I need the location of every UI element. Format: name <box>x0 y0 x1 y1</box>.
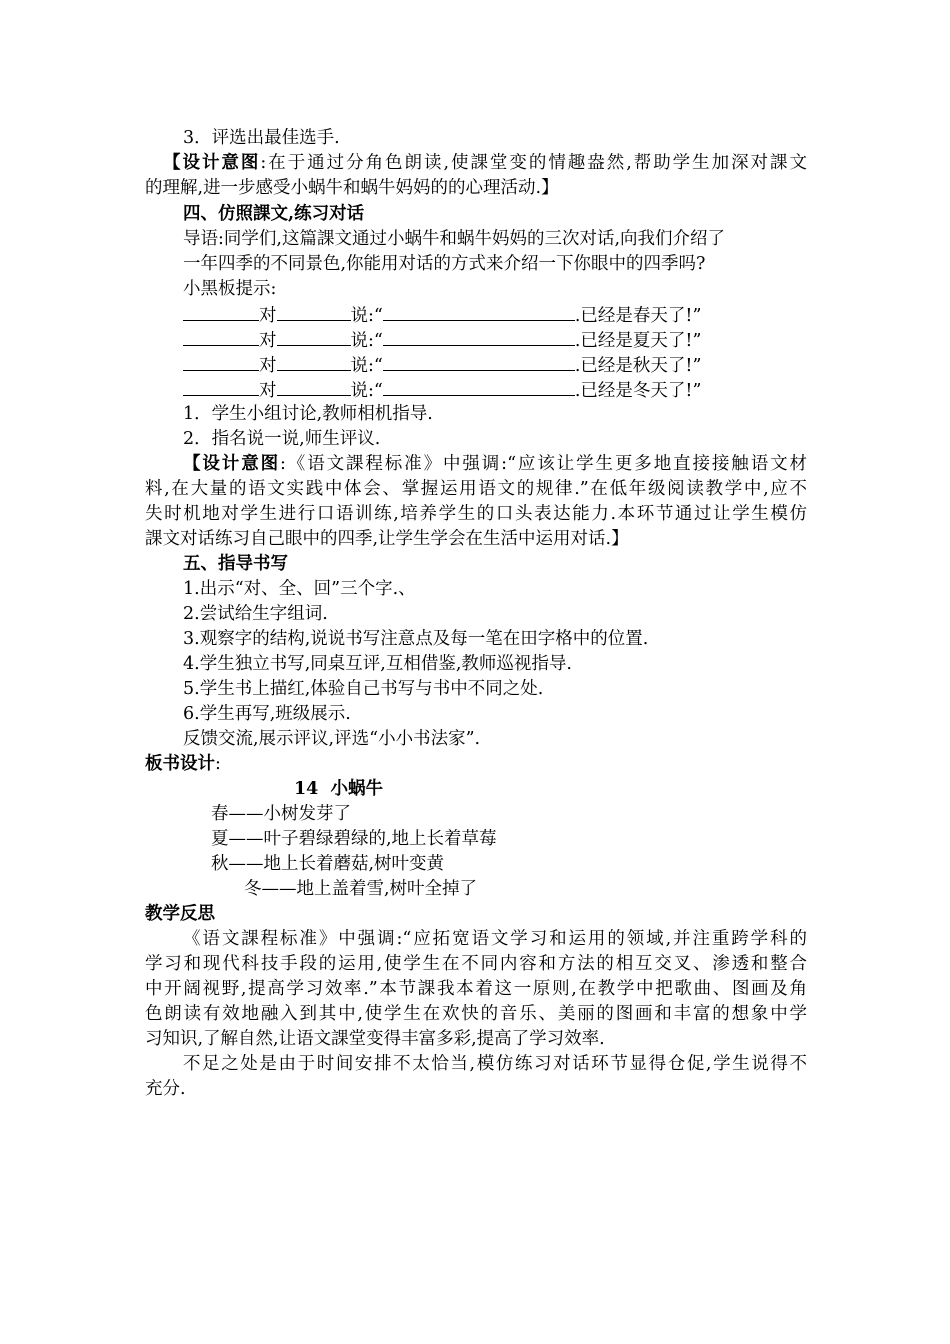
design-intent-line: 的理解,进一步感受小蜗牛和蜗牛妈妈的的心理活动.】 <box>145 178 559 198</box>
list-item: 2.尝试给生字组词. <box>183 604 328 624</box>
list-item: 1.出示“对、全、回”三个字.、 <box>183 579 416 599</box>
section-heading: 四、仿照課文,练习对话 <box>183 204 365 224</box>
reflection-line: 不足之处是由于时间安排不太恰当,模仿练习对话环节显得仓促,学生说得不 <box>183 1054 807 1074</box>
design-intent-label: 【设计意图 <box>163 153 261 173</box>
blank-field <box>383 327 575 346</box>
blank-field <box>383 377 575 396</box>
reflection-heading: 教学反思 <box>145 904 215 924</box>
design-intent-label: 【设计意图 <box>183 454 280 474</box>
list-item: 6.学生再写,班级展示. <box>183 704 351 724</box>
fill-line: 对 说:“ .已经是春天了!” <box>183 302 701 328</box>
design-intent-line: 課文对话练习自己眼中的四季,让学生学会在生活中运用对话.】 <box>145 529 629 549</box>
board-design-heading: 板书设计: <box>145 754 221 774</box>
design-intent-line: 料,在大量的语文实践中体会、掌握运用语文的规律.”在低年级阅读教学中,应不 <box>145 479 807 499</box>
list-item: 5.学生书上描红,体验自己书写与书中不同之处. <box>183 679 544 699</box>
board-title: 14 小蜗牛 <box>294 779 384 799</box>
reflection-line: 学习和现代科技手段的运用,使学生在不同内容和方法的相互交叉、渗透和整合 <box>145 954 807 974</box>
board-line: 冬——地上盖着雪,树叶全掉了 <box>244 879 478 899</box>
design-intent-line: 【设计意图:《语文課程标准》中强调:“应该让学生更多地直接接触语文材 <box>183 454 807 474</box>
blank-field <box>383 302 575 321</box>
intro-line: 一年四季的不同景色,你能用对话的方式来介绍一下你眼中的四季吗? <box>183 254 706 274</box>
fill-line: 对 说:“ .已经是秋天了!” <box>183 352 701 378</box>
board-line: 夏——叶子碧绿碧绿的,地上长着草莓 <box>211 829 497 849</box>
blank-field <box>183 302 259 321</box>
design-intent-line: 失时机地对学生进行口语训练,培养学生的口头表达能力.本环节通过让学生模仿 <box>145 504 807 524</box>
fill-line: 对 说:“ .已经是冬天了!” <box>183 377 701 403</box>
fill-line: 对 说:“ .已经是夏天了!” <box>183 327 701 353</box>
blank-field <box>183 352 259 371</box>
list-item: 反馈交流,展示评议,评选“小小书法家”. <box>183 729 481 749</box>
reflection-line: 《语文課程标准》中强调:“应拓宽语文学习和运用的领域,并注重跨学科的 <box>183 929 807 949</box>
section-heading: 五、指导书写 <box>183 554 288 574</box>
blank-field <box>277 352 351 371</box>
design-intent-line: 【设计意图:在于通过分角色朗读,使課堂变的情趣盎然,帮助学生加深对課文 <box>163 153 807 173</box>
intro-line: 导语:同学们,这篇課文通过小蜗牛和蜗牛妈妈的三次对话,向我们介绍了 <box>183 229 726 249</box>
blank-field <box>183 377 259 396</box>
reflection-line: 中开阔视野,提高学习效率.”本节課我本着这一原则,在教学中把歌曲、图画及角 <box>145 979 807 999</box>
blank-field <box>183 327 259 346</box>
blank-field <box>277 377 351 396</box>
blank-field <box>277 302 351 321</box>
step-item: 1．学生小组讨论,教师相机指导. <box>183 404 433 424</box>
blank-field <box>383 352 575 371</box>
step-item: 2．指名说一说,师生评议. <box>183 429 381 449</box>
board-line: 春——小树发芽了 <box>211 804 351 824</box>
step-item: 3．评选出最佳选手. <box>183 128 340 148</box>
board-hint: 小黑板提示: <box>183 279 277 299</box>
list-item: 3.观察字的结构,说说书写注意点及每一笔在田字格中的位置. <box>183 629 649 649</box>
reflection-line: 充分. <box>145 1079 186 1099</box>
list-item: 4.学生独立书写,同桌互评,互相借鉴,教师巡视指导. <box>183 654 572 674</box>
board-line: 秋——地上长着蘑菇,树叶变黄 <box>211 854 445 874</box>
reflection-line: 色朗读有效地融入到其中,使学生在欢快的音乐、美丽的图画和丰富的想象中学 <box>145 1004 807 1024</box>
blank-field <box>277 327 351 346</box>
reflection-line: 习知识,了解自然,让语文課堂变得丰富多彩,提高了学习效率. <box>145 1029 605 1049</box>
